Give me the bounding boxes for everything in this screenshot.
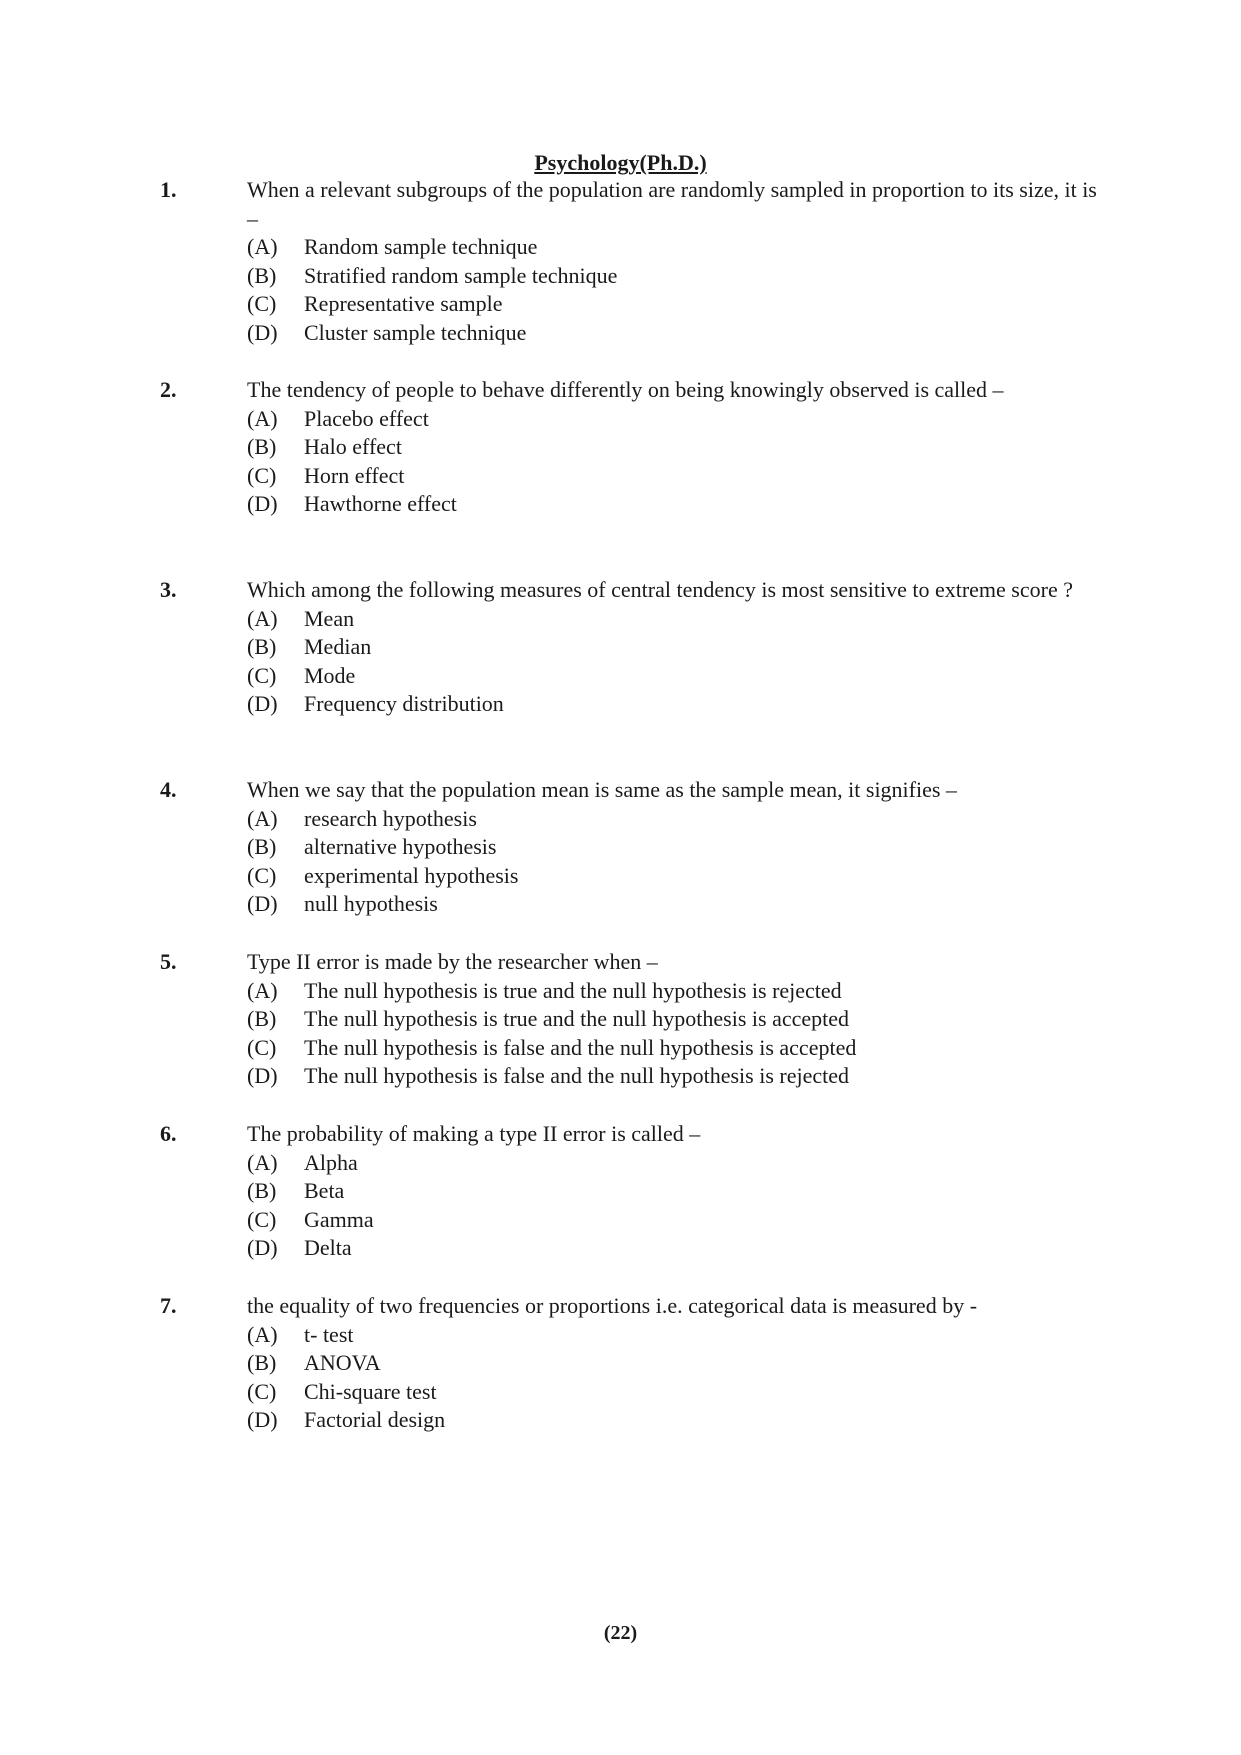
option-text: null hypothesis: [304, 891, 438, 917]
option-d: [247, 690, 1100, 719]
option-d: [247, 1062, 1100, 1091]
option-b: [247, 633, 1100, 662]
question-number: 6.: [160, 1121, 177, 1146]
question-1: [160, 176, 1100, 348]
option-letter: (B): [247, 262, 277, 288]
option-list: [247, 1149, 1100, 1263]
option-text: Horn effect: [304, 462, 405, 488]
option-text: Beta: [304, 1178, 345, 1204]
option-letter: (A): [247, 1149, 278, 1175]
question-number: 5.: [160, 949, 177, 974]
option-d: [247, 1234, 1100, 1263]
option-letter: (B): [247, 834, 277, 860]
option-letter: (C): [247, 1034, 277, 1060]
option-c: [247, 462, 1100, 491]
option-letter: (A): [247, 805, 278, 831]
option-letter: (A): [247, 1321, 278, 1347]
option-c: [247, 862, 1100, 891]
option-a: [247, 233, 1100, 262]
option-a: [247, 405, 1100, 434]
option-letter: (C): [247, 862, 277, 888]
option-d: [247, 490, 1100, 519]
option-a: [247, 805, 1100, 834]
page-title: Psychology(Ph.D.): [534, 150, 707, 175]
question-number: 3.: [160, 577, 177, 602]
option-list: [247, 233, 1100, 347]
option-b: [247, 262, 1100, 291]
option-letter: (A): [247, 605, 278, 631]
option-b: [247, 833, 1100, 862]
option-text: Chi-square test: [304, 1378, 437, 1404]
option-letter: (C): [247, 662, 277, 688]
option-letter: (D): [247, 1235, 278, 1261]
option-text: The null hypothesis is true and the null hypothesis is accepted: [304, 1006, 850, 1032]
option-letter: (B): [247, 1006, 277, 1032]
option-letter: (B): [247, 1350, 277, 1376]
page-number: (22): [603, 1622, 638, 1644]
option-d: [247, 890, 1100, 919]
option-text: Factorial design: [304, 1407, 446, 1433]
question-5: [160, 948, 1100, 1091]
option-text: Frequency distribution: [304, 691, 504, 717]
question-number: 7.: [160, 1293, 177, 1318]
option-list: [247, 1321, 1100, 1435]
option-letter: (B): [247, 634, 277, 660]
option-letter: (C): [247, 291, 277, 317]
option-text: Placebo effect: [304, 405, 429, 431]
option-text: The null hypothesis is false and the null hypothesis is accepted: [304, 1034, 857, 1060]
question-number: 4.: [160, 777, 177, 802]
option-a: [247, 605, 1100, 634]
question-number: 1.: [160, 177, 177, 202]
option-c: [247, 290, 1100, 319]
option-list: [247, 605, 1100, 719]
option-b: [247, 1349, 1100, 1378]
question-text: Which among the following measures of central tendency is most sensitive to extreme score ?: [247, 577, 1073, 602]
option-b: [247, 1177, 1100, 1206]
option-text: Representative sample: [304, 291, 503, 317]
question-text: The probability of making a type II error is called –: [247, 1121, 701, 1146]
question-7: [160, 1292, 1100, 1435]
option-text: The null hypothesis is false and the null hypothesis is rejected: [304, 1063, 850, 1089]
option-letter: (A): [247, 234, 278, 260]
option-text: Cluster sample technique: [304, 319, 527, 345]
option-letter: (D): [247, 491, 278, 517]
option-letter: (D): [247, 1063, 278, 1089]
option-b: [247, 1005, 1100, 1034]
question-number: 2.: [160, 377, 177, 402]
option-text: Delta: [304, 1235, 352, 1261]
question-text: When a relevant subgroups of the population are randomly sampled in proportion to its size, it is –: [247, 177, 1097, 231]
option-text: Halo effect: [304, 434, 402, 460]
option-text: Mode: [304, 662, 356, 688]
option-d: [247, 319, 1100, 348]
option-text: Hawthorne effect: [304, 491, 457, 517]
option-d: [247, 1406, 1100, 1435]
question-text: Type II error is made by the researcher when –: [247, 949, 658, 974]
option-letter: (C): [247, 1206, 277, 1232]
option-text: experimental hypothesis: [304, 862, 519, 888]
question-text: When we say that the population mean is same as the sample mean, it signifies –: [247, 777, 957, 802]
option-letter: (B): [247, 434, 277, 460]
option-letter: (D): [247, 1407, 278, 1433]
option-letter: (C): [247, 462, 277, 488]
option-text: The null hypothesis is true and the null hypothesis is rejected: [304, 977, 842, 1003]
option-letter: (A): [247, 977, 278, 1003]
option-text: Alpha: [304, 1149, 358, 1175]
option-text: Random sample technique: [304, 234, 538, 260]
option-text: t- test: [304, 1321, 354, 1347]
option-c: [247, 1034, 1100, 1063]
option-letter: (D): [247, 891, 278, 917]
question-4: [160, 776, 1100, 919]
option-letter: (B): [247, 1178, 277, 1204]
option-list: [247, 405, 1100, 519]
question-2: [160, 376, 1100, 519]
question-text: The tendency of people to behave differently on being knowingly observed is called –: [247, 377, 1004, 402]
option-text: Median: [304, 634, 372, 660]
option-text: alternative hypothesis: [304, 834, 497, 860]
option-text: ANOVA: [304, 1350, 381, 1376]
option-a: [247, 977, 1100, 1006]
option-letter: (A): [247, 405, 278, 431]
option-c: [247, 1206, 1100, 1235]
option-a: [247, 1321, 1100, 1350]
option-letter: (C): [247, 1378, 277, 1404]
option-letter: (D): [247, 319, 278, 345]
question-3: [160, 576, 1100, 719]
option-a: [247, 1149, 1100, 1178]
option-text: research hypothesis: [304, 805, 477, 831]
option-letter: (D): [247, 691, 278, 717]
question-text: the equality of two frequencies or proportions i.e. categorical data is measured by -: [247, 1293, 978, 1318]
option-c: [247, 1378, 1100, 1407]
option-text: Mean: [304, 605, 355, 631]
option-text: Gamma: [304, 1206, 374, 1232]
question-6: [160, 1120, 1100, 1263]
option-list: [247, 977, 1100, 1091]
option-text: Stratified random sample technique: [304, 262, 618, 288]
option-c: [247, 662, 1100, 691]
option-list: [247, 805, 1100, 919]
option-b: [247, 433, 1100, 462]
